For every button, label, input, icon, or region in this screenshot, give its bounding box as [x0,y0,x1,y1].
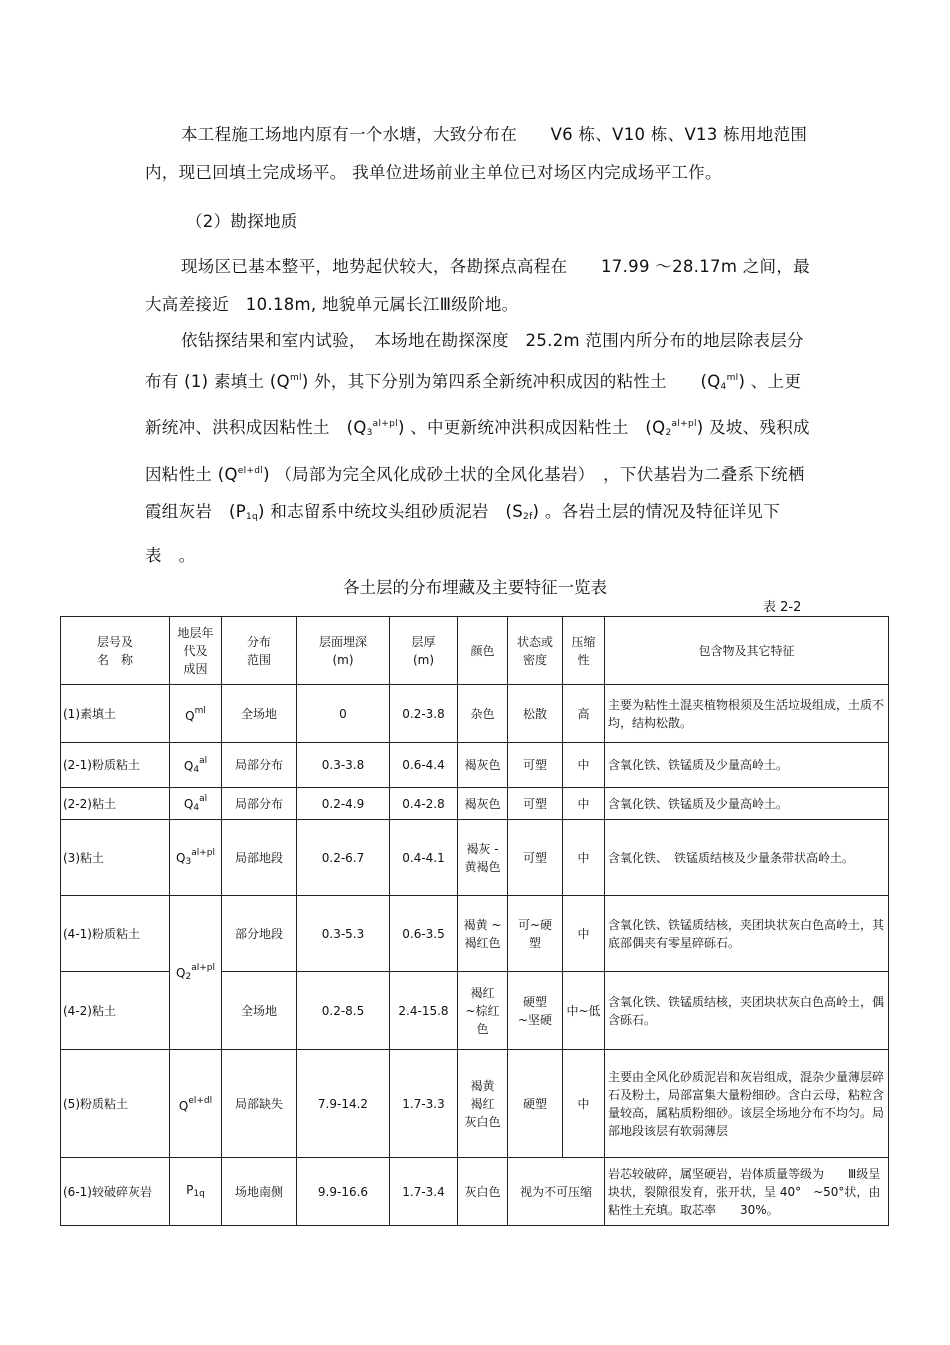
paragraph-pond: 本工程施工场地内原有一个水塘，大致分布在 V6 栋、V10 栋、V13 栋用地范围内，现已回填土完成场平。 我单位进场前业主单位已对场区内完成场平工作。 [145,125,808,182]
cell-name: (6-1)较破碎灰岩 [61,1158,170,1226]
cell-age [170,743,222,788]
header-distribution: 分布 范围 [222,617,297,685]
cell-state: 硬塑 [508,1050,563,1158]
age-sup: ml [194,706,206,716]
cell-depth: 0 [297,685,390,743]
table-number: 表 2-2 [763,600,802,615]
cell-distribution: 场地南侧 [222,1158,297,1226]
table-caption: 各土层的分布埋藏及主要特征一览表 [343,578,607,597]
cell-compressibility: 中 [563,788,605,820]
cell-age [170,820,222,896]
table-header-row [61,617,889,685]
cell-depth: 0.3-5.3 [297,896,390,972]
strata-sub: 2 [665,428,672,439]
cell-compressibility: 中 [563,896,605,972]
table-row [61,743,889,788]
strata-sub: 1q [246,512,259,523]
cell-name: (4-2)粘土 [61,972,170,1050]
cell-color: 褐灰色 [458,743,508,788]
cell-thickness: 1.7-3.4 [390,1158,458,1226]
cell-distribution: 局部地段 [222,820,297,896]
header-name: 层号及 名 称 [61,617,170,685]
strata-sup: ml [726,372,739,383]
cell-features: 主要为粘性土混夹植物根须及生活垃圾组成，土质不均，结构松散。 [605,685,889,743]
cell-state: 可塑 [508,743,563,788]
header-color: 颜色 [458,617,508,685]
age-sup: al [199,755,208,766]
age-sub: 1q [193,1188,205,1199]
age-sup: el+dl [188,1096,213,1106]
cell-depth: 7.9-14.2 [297,1050,390,1158]
cell-thickness: 0.2-3.8 [390,685,458,743]
table-row [61,896,889,972]
cell-name: (4-1)粉质粘土 [61,896,170,972]
cell-distribution: 部分地段 [222,896,297,972]
cell-features: 岩芯较破碎，属坚硬岩，岩体质量等级为 Ⅲ级呈块状，裂隙很发育，张开状，呈 40° ~50°状，由粘性土充填。取芯率 30%。 [605,1158,889,1226]
table-row [61,788,889,820]
cell-name: (1)素填土 [61,685,170,743]
cell-state: 可塑 [508,788,563,820]
age-symbol: Q [176,851,186,865]
cell-state: 可~硬 塑 [508,896,563,972]
cell-depth: 0.2-4.9 [297,788,390,820]
cell-age [170,1050,222,1158]
cell-distribution: 全场地 [222,685,297,743]
age-symbol: Q [183,758,194,773]
header-thickness: 层厚 (m) [390,617,458,685]
strata-sub: 4 [720,381,727,392]
table-row [61,1050,889,1158]
cell-thickness: 0.6-4.4 [390,743,458,788]
cell-age [170,788,222,820]
cell-name: (2-2)粘土 [61,788,170,820]
cell-state: 视为不可压缩 [508,1158,605,1226]
cell-depth: 0.2-8.5 [297,972,390,1050]
table-row [61,820,889,896]
cell-compressibility: 高 [563,685,605,743]
header-depth: 层面埋深 (m) [297,617,390,685]
cell-features: 含氧化铁、铁锰质及少量高岭土。 [605,788,889,820]
section-heading-geology: （2）勘探地质 [186,212,298,231]
strata-sub: 2f [523,512,533,523]
cell-features: 含氧化铁、铁锰质结核，夹团块状灰白色高岭土，偶含砾石。 [605,972,889,1050]
age-sup: al [199,794,208,804]
header-features: 包含物及其它特征 [605,617,889,685]
table-row [61,1158,889,1226]
strata-text-1: 依钻探结果和室内试验， 本场地在勘探深度 25.2m 范围内所分布的地层除表层分布有 (1) 素填土 (Q [145,331,804,391]
cell-color: 褐黄 ~ 褐红色 [458,896,508,972]
cell-name: (3)粘土 [61,820,170,896]
cell-distribution: 局部缺失 [222,1050,297,1158]
age-symbol: P [186,1182,194,1197]
cell-features: 主要由全风化砂质泥岩和灰岩组成，混杂少量薄层碎石及粉土，局部富集大量粉细砂。含白云母，粘粒含量较高，属粘质粉细砂。该层全场地分布不均匀。局部地段该层有软弱薄层 [605,1050,889,1158]
age-sub: 3 [185,857,192,867]
strata-sup: al+pl [372,419,398,430]
table-row [61,685,889,743]
strata-text-7: ) 和志留系中统坟头组砂质泥岩 (S [258,502,524,522]
cell-thickness: 0.4-2.8 [390,788,458,820]
cell-color: 褐红 ~棕红 色 [458,972,508,1050]
cell-features: 含氧化铁、铁锰质及少量高岭土。 [605,743,889,788]
cell-features: 含氧化铁、铁锰质结核，夹团块状灰白色高岭土，其底部偶夹有零星碎砾石。 [605,896,889,972]
age-sub: 2 [185,972,192,982]
strata-sub: 3 [366,428,373,439]
cell-state: 可塑 [508,820,563,896]
age-sub: 4 [193,764,200,775]
age-symbol: Q [185,709,195,723]
cell-color: 褐灰色 [458,788,508,820]
header-state: 状态或 密度 [508,617,563,685]
strata-sup: el+dl [237,465,264,476]
paragraph-terrain: 现场区已基本整平，地势起伏较大，各勘探点高程在 17.99 ～28.17m 之间，最大高差接近 10.18m, 地貌单元属长江Ⅲ级阶地。 [145,257,810,314]
cell-color: 灰白色 [458,1158,508,1226]
age-symbol: Q [178,1099,189,1113]
age-symbol: Q [176,966,186,980]
cell-depth: 0.2-6.7 [297,820,390,896]
cell-thickness: 1.7-3.3 [390,1050,458,1158]
strata-text-2: ) 外，其下分别为第四系全新统冲积成因的粘性土 (Q [301,371,721,391]
cell-distribution: 全场地 [222,972,297,1050]
cell-features: 含氧化铁、 铁锰质结核及少量条带状高岭土。 [605,820,889,896]
age-sup: al+pl [191,963,215,973]
strata-sup: al+pl [671,419,697,430]
cell-depth: 9.9-16.6 [297,1158,390,1226]
header-compressibility: 压缩 性 [563,617,605,685]
header-age: 地层年 代及 成因 [170,617,222,685]
strata-sup: ml [289,372,302,383]
cell-age [170,896,222,1050]
cell-age [170,685,222,743]
cell-compressibility: 中~低 [563,972,605,1050]
cell-thickness: 0.4-4.1 [390,820,458,896]
cell-name: (5)粉质粘土 [61,1050,170,1158]
strata-text-6: ) （局部为完全风化成砂土状的全风化基岩） ，下伏基岩为二叠系下统栖霞组灰岩 (P [145,464,805,522]
cell-thickness: 0.6-3.5 [390,896,458,972]
cell-color: 杂色 [458,685,508,743]
cell-state: 松散 [508,685,563,743]
cell-compressibility: 中 [563,743,605,788]
age-symbol: Q [183,797,194,811]
cell-compressibility: 中 [563,820,605,896]
strata-text-8: ) 。各岩土层的情况及特征详见下表 。 [145,502,781,565]
strata-text-3: ) 、上更新统冲、洪积成因粘性土 (Q [145,371,802,438]
cell-color: 褐黄 褐红 灰白色 [458,1050,508,1158]
cell-name: (2-1)粉质粘土 [61,743,170,788]
cell-compressibility: 中 [563,1050,605,1158]
age-sup: al+pl [191,848,215,858]
cell-distribution: 局部分布 [222,788,297,820]
cell-distribution: 局部分布 [222,743,297,788]
cell-age [170,1158,222,1226]
strata-text-4: ) 、中更新统冲洪积成因粘性土 (Q [397,418,666,438]
cell-thickness: 2.4-15.8 [390,972,458,1050]
paragraph-strata [145,322,810,575]
cell-depth: 0.3-3.8 [297,743,390,788]
cell-color: 褐灰 - 黄褐色 [458,820,508,896]
soil-layer-table [60,616,889,1226]
strata-text-5: ) 及坡、残积成因粘性土 (Q [145,418,810,484]
cell-state: 硬塑 ~坚硬 [508,972,563,1050]
age-sub: 4 [193,803,200,813]
